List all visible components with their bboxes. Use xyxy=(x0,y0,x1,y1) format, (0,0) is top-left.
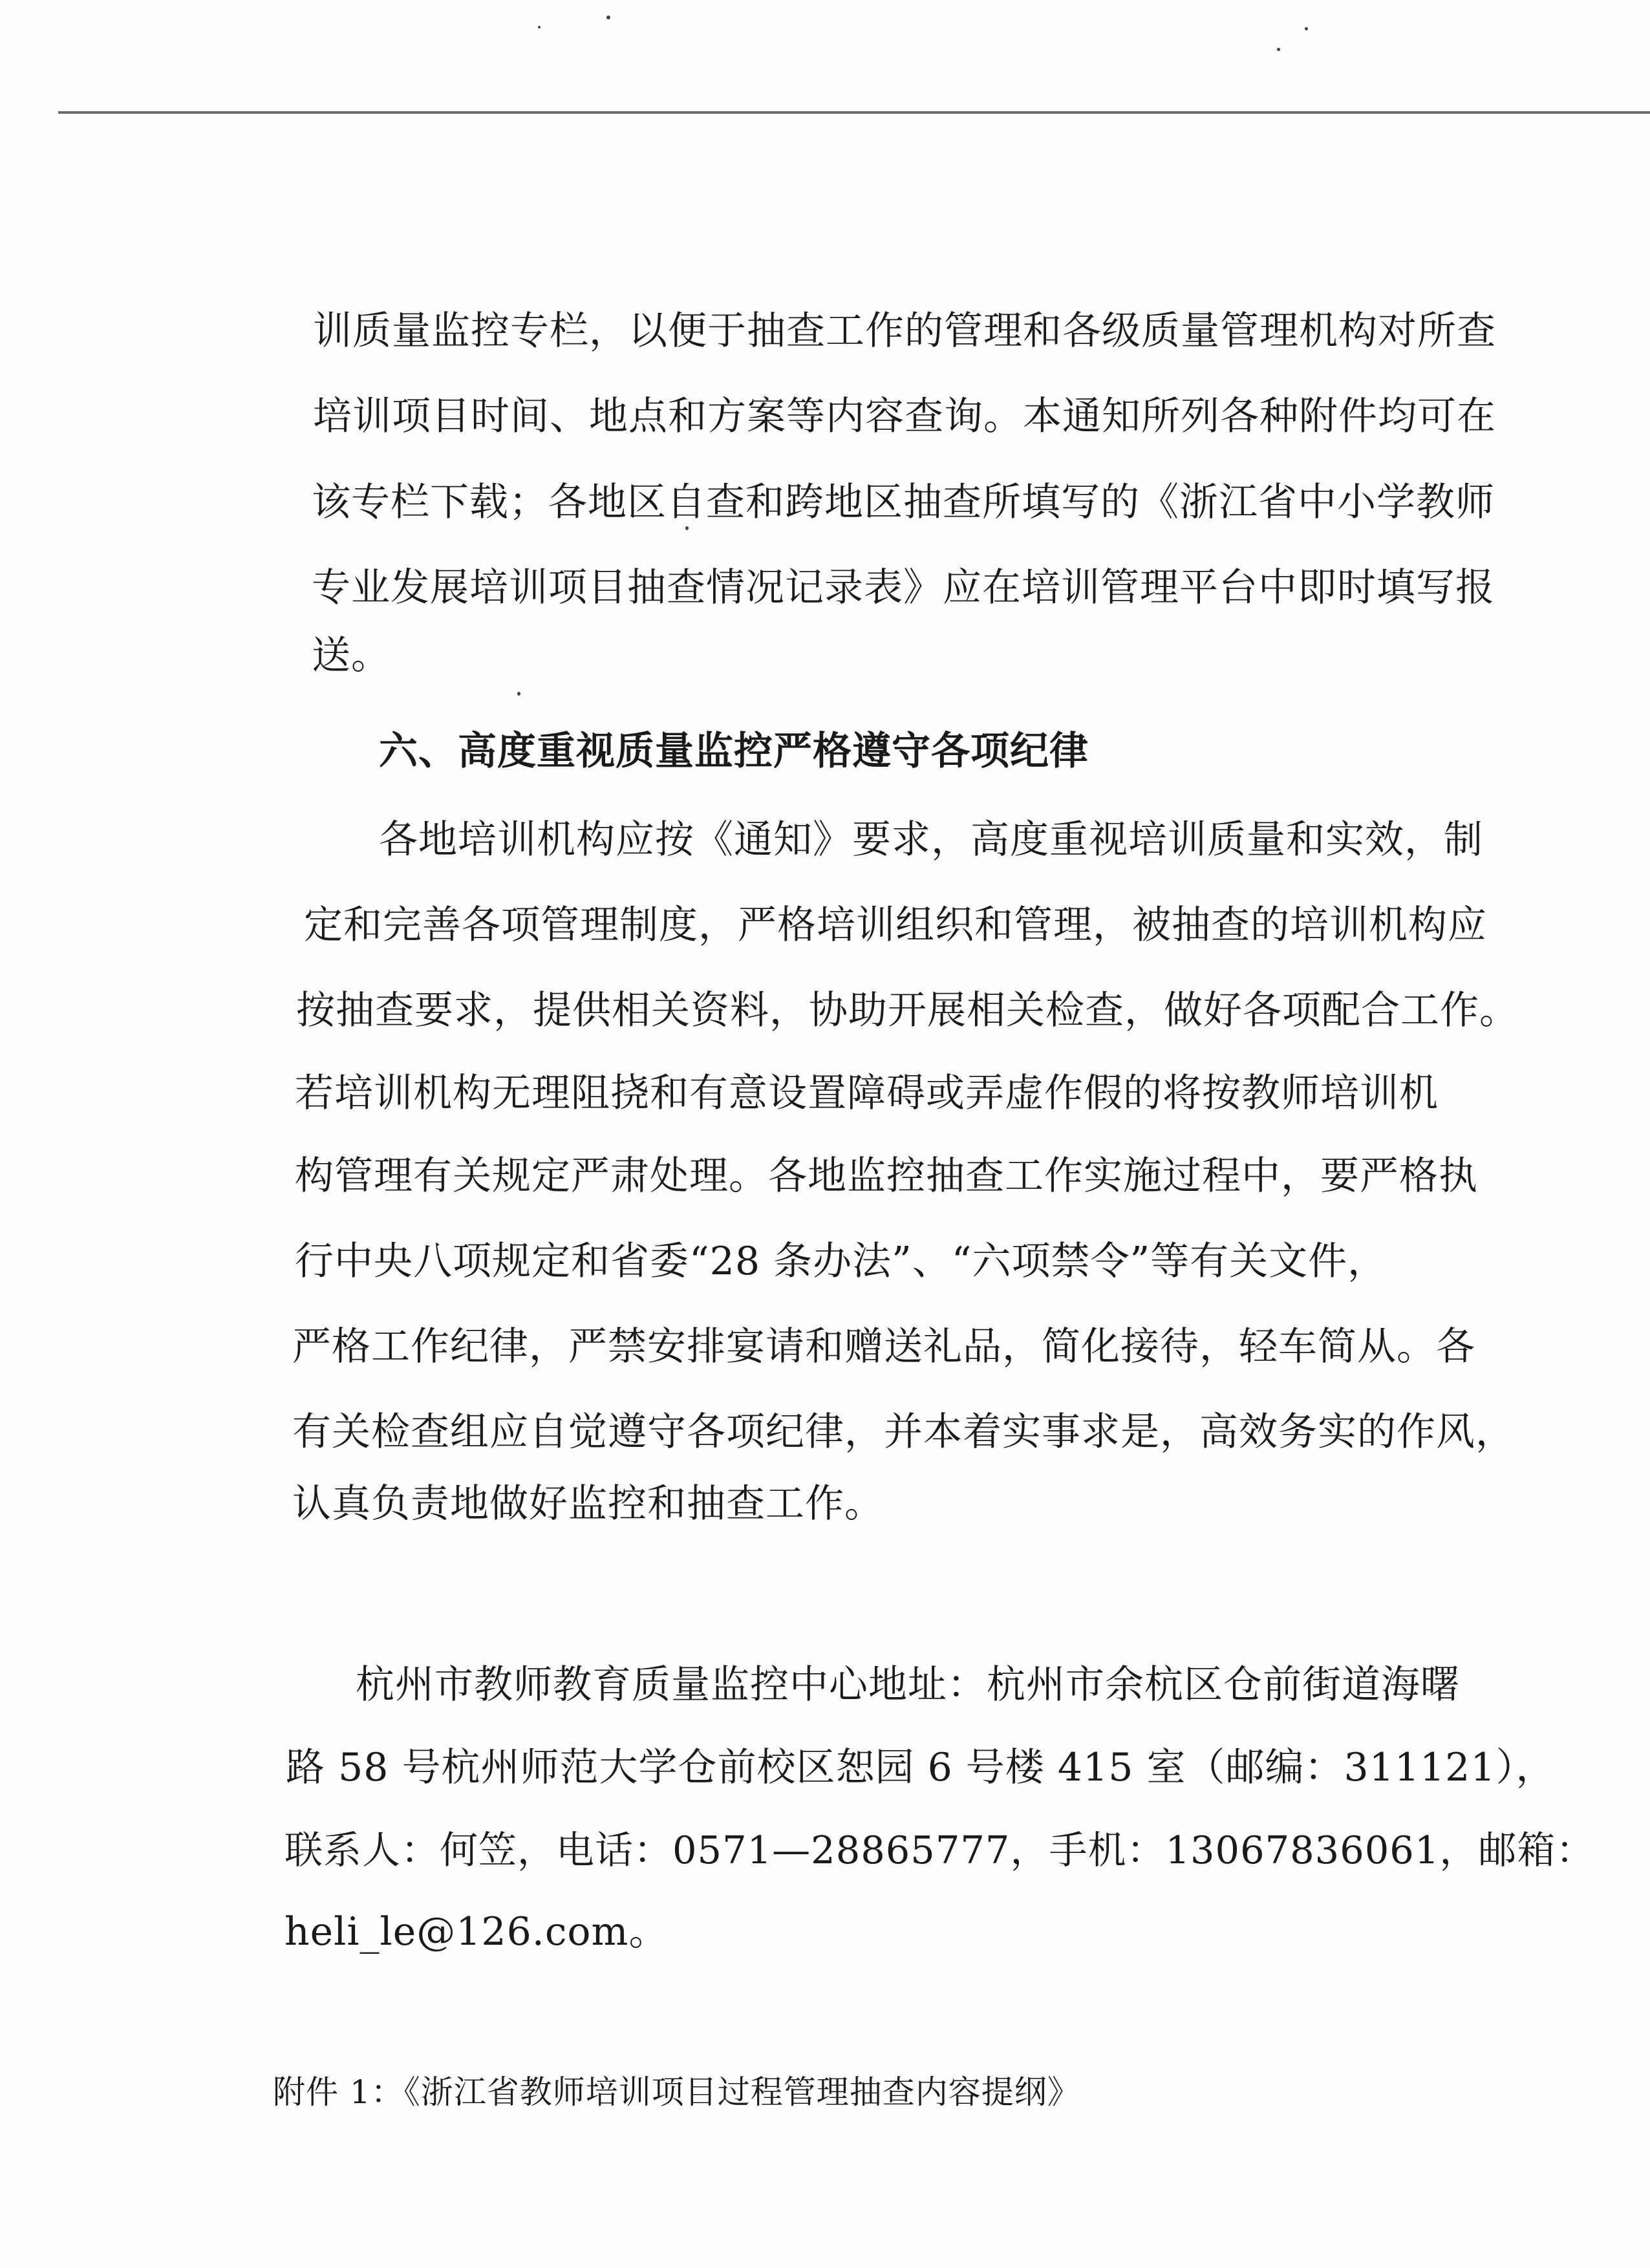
paragraph-line: 行中央八项规定和省委“28 条办法”、“六项禁令”等有关文件， xyxy=(295,1239,1388,1284)
contact-line: 联系人：何笠，电话：0571—28865777，手机：13067836061，邮箱： xyxy=(284,1828,1595,1872)
scan-speck xyxy=(1305,27,1308,30)
contact-email-line: heli_le@126.com。 xyxy=(284,1909,669,1954)
paragraph-line: 若培训机构无理阻挠和有意设置障碍或弄虚作假的将按教师培训机 xyxy=(295,1071,1439,1116)
scan-speck xyxy=(1277,48,1280,51)
paragraph-line: 专业发展培训项目抽查情况记录表》应在培训管理平台中即时填写报 xyxy=(312,565,1495,610)
paragraph-line: 训质量监控专栏，以便于抽查工作的管理和各级质量管理机构对所查 xyxy=(313,308,1496,354)
contact-line: 路 58 号杭州师范大学仓前校区恕园 6 号楼 415 室（邮编：311121）， xyxy=(286,1745,1556,1790)
paragraph-line: 认真负责地做好监控和抽查工作。 xyxy=(292,1481,884,1526)
paragraph-line: 各地培训机构应按《通知》要求，高度重视培训质量和实效，制 xyxy=(379,817,1483,862)
paragraph-line: 构管理有关规定严肃处理。各地监控抽查工作实施过程中，要严格执 xyxy=(295,1153,1478,1199)
paragraph-line: 按抽查要求，提供相关资料，协助开展相关检查，做好各项配合工作。 xyxy=(296,988,1519,1033)
paragraph-line: 严格工作纪律，严禁安排宴请和赠送礼品，简化接待，轻车简从。各 xyxy=(292,1324,1475,1369)
scan-speck xyxy=(538,26,541,28)
paragraph-line: 培训项目时间、地点和方案等内容查询。本通知所列各种附件均可在 xyxy=(313,394,1496,439)
header-rule xyxy=(58,111,1650,114)
paragraph-line: 有关检查组应自觉遵守各项纪律，并本着实事求是，高效务实的作风， xyxy=(292,1409,1515,1455)
paragraph-line: 定和完善各项管理制度，严格培训组织和管理，被抽查的培训机构应 xyxy=(304,903,1487,948)
scan-speck xyxy=(517,692,520,696)
attachment-label: 附件 1：《浙江省教师培训项目过程管理抽查内容提纲》 xyxy=(273,2073,1080,2111)
contact-line: 杭州市教师教育质量监控中心地址：杭州市余杭区仓前街道海曙 xyxy=(356,1662,1460,1707)
scan-speck xyxy=(606,16,610,19)
paragraph-line: 送。 xyxy=(312,633,391,678)
paragraph-line: 该专栏下载；各地区自查和跨地区抽查所填写的《浙江省中小学教师 xyxy=(312,480,1495,525)
section-heading: 六、高度重视质量监控严格遵守各项纪律 xyxy=(379,729,1089,774)
